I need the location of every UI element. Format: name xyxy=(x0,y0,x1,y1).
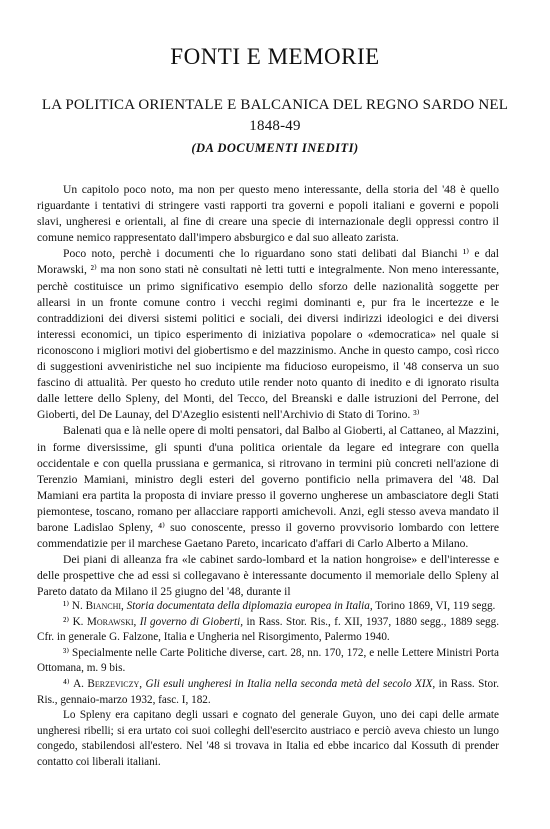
paragraph: Un capitolo poco noto, ma non per questo meno interessante, della storia del '48 è quello riguardante i tentativi di stringere vasti rapporti tra governi e popoli italiani e governi e popoli slavi, ungheresi e orientali, al fine di creare una specie di internazionale degli oppressi contro il comune nemico rappresentato dall'impero absburgico e dal suo alleato zarista. xyxy=(37,183,499,245)
footnote-title: Il governo di Gioberti, xyxy=(139,615,244,628)
footnote-title: Gli esuli ungheresi in Italia nella seconda metà del secolo XIX, xyxy=(145,677,436,690)
footnote-author: N. Bianchi, xyxy=(71,600,124,612)
paragraph: Balenati qua e là nelle opere di molti pensatori, dal Balbo al Gioberti, al Cattaneo, al Mazzini, in forme diversissime, gli spunti d'una politica orientale da legare ed integrare con quella occidentale e con quella prussiana e germanica, si ritrovano in termini più concreti nell'azione di Terenzio Mamiani, ministro degli esteri del governo pontificio nella primavera del '48. Dal Mamiani era partita la proposta di inviare presso il governo ungherese un ambasciatore degli Stati piemontese, toscano, romano per allacciare rapporti amichevoli. Anzi, egli stesso aveva mandato il barone Ladislao Spleny, ⁴⁾ suo conoscente, presso il governo provvisorio lombardo con lettere commendatizie per il marchese Gaetano Pareto, incaricato d'affari di Carlo Alberto a Milano. xyxy=(37,424,499,551)
footnote-text: Torino 1869, VI, 119 segg. xyxy=(375,600,496,612)
footnote-mark: ²⁾ xyxy=(63,615,70,628)
footnote-title: Storia documentata della diplomazia europea in Italia, xyxy=(126,600,373,612)
article-subtitle: (DA DOCUMENTI INEDITI) xyxy=(191,141,359,155)
footnote-text: in Rass. Stor. Ris., gennaio-marzo 1932, fasc. I, 182. xyxy=(37,677,499,706)
article-title: LA POLITICA ORIENTALE E BALCANICA DEL REGNO SARDO NEL 1848-49 xyxy=(41,97,509,134)
footnote-author: K. Morawski, xyxy=(72,615,137,628)
footnote-mark: ⁴⁾ xyxy=(63,677,70,690)
article-body xyxy=(37,182,499,600)
footnote-separator xyxy=(37,592,499,593)
paragraph: Dei piani di alleanza fra «le cabinet sardo-lombard et la nation hongroise» e dell'interesse e delle prospettive che ad essi si collegavano è interessante documento il memoriale dello Spleny al Pareto datato da Milano il 25 giugno del '48, durante il xyxy=(37,553,499,599)
footnote xyxy=(37,646,499,677)
paragraph: Poco noto, perchè i documenti che lo riguardano sono stati delibati dal Bianchi ¹⁾ e dal Morawski, ²⁾ ma non sono stati nè consultati nè letti tutti e integralmente. Non meno interessante, perchè costituisce un primo significativo esempio dello sforzo delle nazionalità soggette per allearsi in un fronte comune contro i vecchi regimi dominanti e, pur fra le incertezze e le contraddizioni dei diversi sistemi politici e sociali, dei diversi indirizzi ideologici e dei diversi interessi economici, un tipico esperimento di iniziativa popolare o «democratica» nel quale si riconoscono i migliori motivi del giobertismo e del mazzinismo. Anche in questo campo, così ricco di suggestioni avveniristiche nel suo incipiente ma fiducioso europeismo, il '48 conserva un suo fascino di attualità. Per questo ho creduto utile render noto quanto di inedito e di ignorato risulta dalle lettere dello Spleny, del Monti, del Tecco, del Breanski e dalle istruzioni del Perrone, del Gioberti, del De Launay, del D'Azeglio esistenti nell'Archivio di Stato di Torino. ³⁾ xyxy=(37,247,499,422)
footnote-text: Specialmente nelle Carte Politiche diverse, cart. 28, nn. 170, 172, e nelle Lettere Ministri Porta Ottomana, m. 9 bis. xyxy=(37,646,500,675)
footnote-mark: ¹⁾ xyxy=(63,600,70,612)
section-title: FONTI E MEMORIE xyxy=(170,44,380,69)
footnote xyxy=(37,615,499,646)
footnote-author: A. Berzeviczy, xyxy=(73,677,143,690)
footnote xyxy=(37,677,499,708)
footnote xyxy=(37,599,499,615)
footnote-mark: ³⁾ xyxy=(63,646,70,659)
footnote-text: in Rass. Stor. Ris., f. XII, 1937, 1880 segg., 1889 segg. Cfr. in generale G. Falzone, Italia e Ungheria nel Risorgimento, Palermo 1940. xyxy=(37,615,500,644)
footnote-continuation: Lo Spleny era capitano degli ussari e cognato del generale Guyon, uno dei capi delle armate ungheresi ribelli; si era urtato coi suoi colleghi dell'esercito austriaco e perciò aveva chiesto un lungo congedo, stabilendosi all'estero. Nel '48 si trovava in Italia ed ebbe incarico dal Kossuth di prender contatto coi liberali italiani. xyxy=(37,709,499,768)
footnotes xyxy=(37,599,499,771)
